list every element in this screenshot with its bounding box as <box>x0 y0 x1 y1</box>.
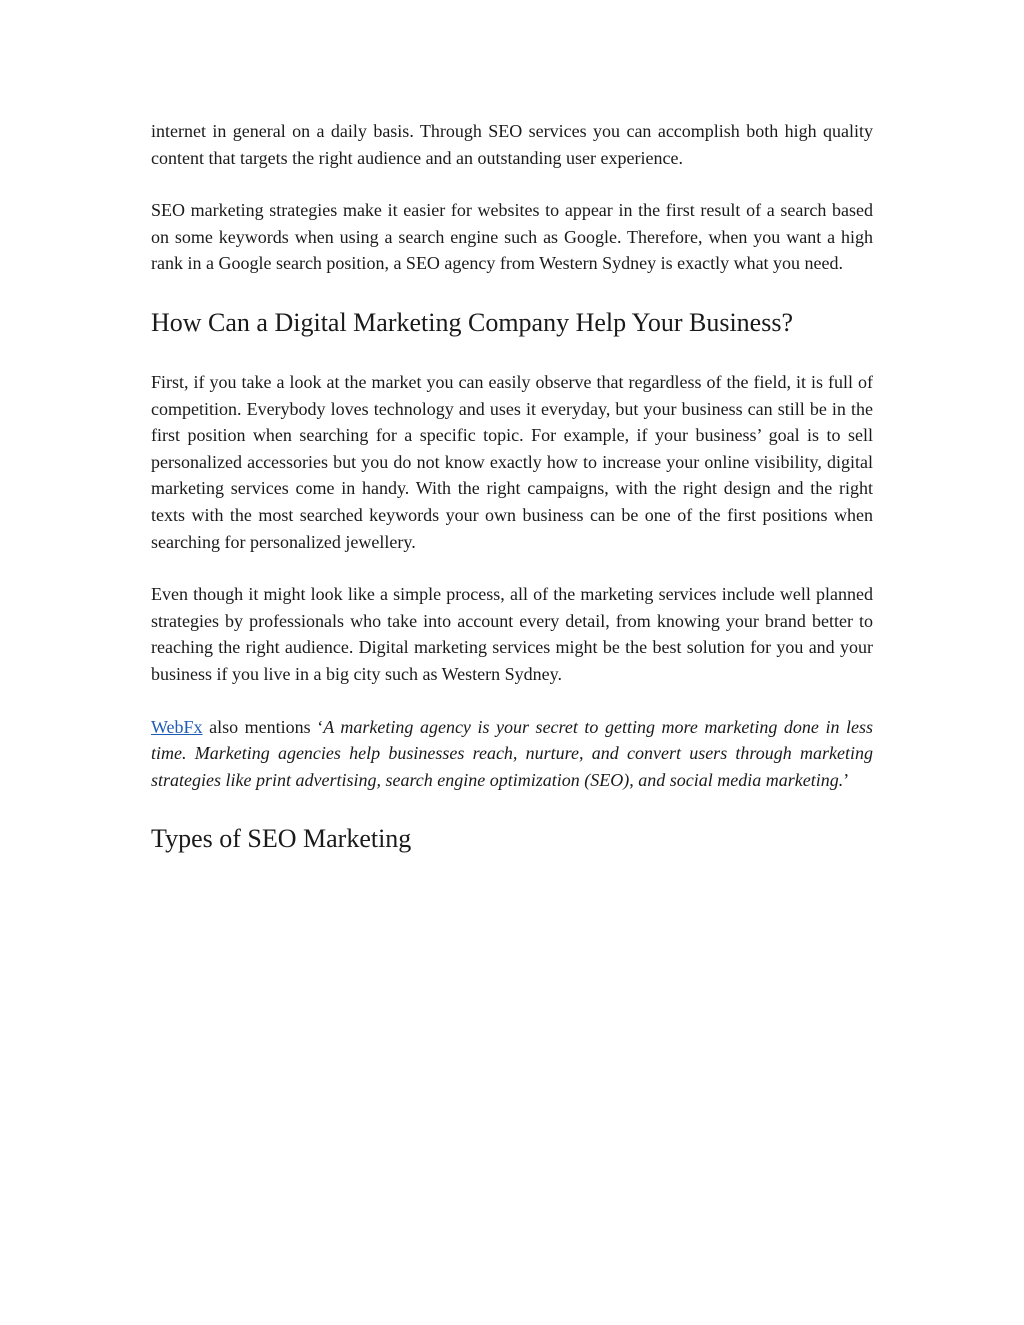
quote-close-mark: ’ <box>843 769 850 790</box>
paragraph-competition: First, if you take a look at the market you can easily observe that regardless of the field, it is full of competition. Everybody loves technology and uses it everyday, but your business can still be in the first position when searching for a specific topic. For example, if your business’ goal is to sell personalized accessories but you do not know exactly how to increase your online visibility, digital marketing services come in handy. With the right campaigns, with the right design and the right texts with the most searched keywords your own business can be one of the first positions when searching for personalized jewellery. <box>151 371 873 552</box>
paragraph-marketing-services: Even though it might look like a simple process, all of the marketing services include well planned strategies by professionals who take into account every detail, from knowing your brand better to reaching the right audience. Digital marketing services might be the best solution for you and your business if you live in a big city such as Western Sydney. <box>151 584 873 684</box>
heading-types-of-seo: Types of SEO Marketing <box>151 824 412 854</box>
quote-italic-text: A marketing agency is your secret to getting more marketing done in less time. Marketing agencies help businesses reach, nurture, and convert users through marketing strategies like print advertising, search engine optimization (SEO), and social media marketing. <box>151 716 873 790</box>
paragraph-seo-intro: internet in general on a daily basis. Through SEO services you can accomplish both high quality content that targets the right audience and an outstanding user experience. <box>151 121 873 168</box>
paragraph-webfx-quote <box>151 714 873 794</box>
webfx-link[interactable]: WebFx <box>151 716 203 737</box>
paragraph-seo-strategies: SEO marketing strategies make it easier for websites to appear in the first result of a search based on some keywords when using a search engine such as Google. Therefore, when you want a high rank in a Google search position, a SEO agency from Western Sydney is exactly what you need. <box>151 200 873 274</box>
document-page <box>151 118 873 855</box>
quote-lead-text: also mentions ‘ <box>202 716 324 737</box>
heading-digital-marketing-company: How Can a Digital Marketing Company Help Your Business? <box>151 307 794 337</box>
